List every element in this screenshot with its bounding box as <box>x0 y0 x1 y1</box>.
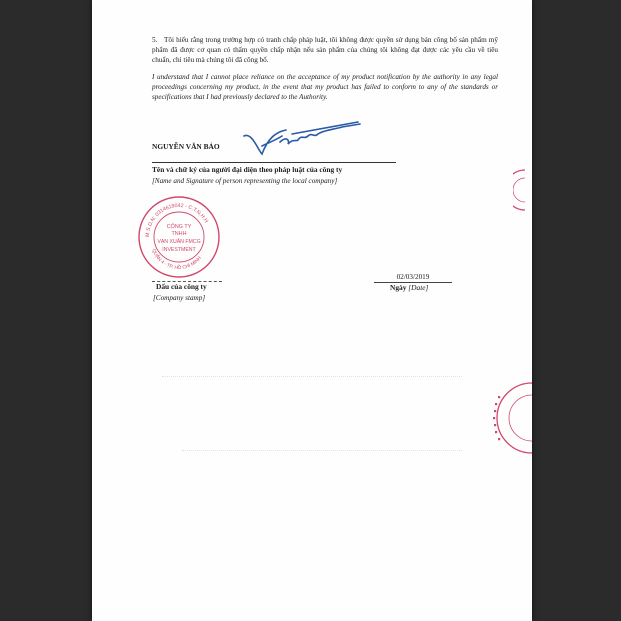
stamp-caption-english: [Company stamp] <box>153 294 206 302</box>
stamp-line-1: CÔNG TY <box>166 224 192 230</box>
clause-text-vi: Tôi hiểu rằng trong trường hợp có tranh chấp pháp luật, tôi không được quyền sử dụng bản công bố sản phẩm mỹ phẩm đã được cơ quan có thẩm quyền chấp nhận nếu sản phẩm của chúng tôi không đạt được các yêu cầu về tiêu chuẩn, chỉ tiêu mà chúng tôi đã công bố. <box>152 36 498 64</box>
stamp-line-4: INVESTMENT <box>162 247 196 253</box>
document-page <box>92 0 532 621</box>
clause-number: 5. <box>152 36 158 44</box>
signature-caption-english: [Name and Signature of person representing the local company] <box>152 177 338 185</box>
stamp-line-2: TNHH <box>171 231 187 237</box>
date-label-english: [Date] <box>408 283 429 292</box>
clause-5-vietnamese <box>152 35 498 65</box>
signature-line <box>152 162 396 163</box>
clause-5-english: I understand that I cannot place reliance on the acceptance of my product notification by the authority in any legal proceedings concerning my product, in the event that my product has failed to conform to any of the standards or specifications that I had previously declared to the Authority. <box>152 73 498 101</box>
faint-scan-line <box>162 376 462 377</box>
edge-stamp-fragment-top <box>513 168 525 212</box>
signature-caption: Tên và chữ ký của người đại diện theo pháp luật của công ty <box>152 165 343 174</box>
edge-stamp-fragment-bottom <box>487 382 532 454</box>
stamp-ring-top: M.S.D.N: 0314619042 - C.T.N.H.H <box>144 202 209 238</box>
faint-scan-line <box>182 450 462 451</box>
stamp-line-3: VẠN XUÂN FMCG <box>157 239 201 245</box>
stamp-ring-bottom: QUẬN 4 - TP. HỒ CHÍ MINH <box>150 248 203 272</box>
date-label <box>390 283 428 293</box>
handwritten-signature <box>242 120 362 160</box>
date-label-vi: Ngày <box>390 283 407 292</box>
stamp-caption: Dấu của công ty <box>156 282 207 291</box>
signer-name: NGUYỄN VĂN BẢO <box>152 142 220 151</box>
date-value: 02/03/2019 <box>374 273 452 283</box>
company-stamp <box>137 195 221 279</box>
